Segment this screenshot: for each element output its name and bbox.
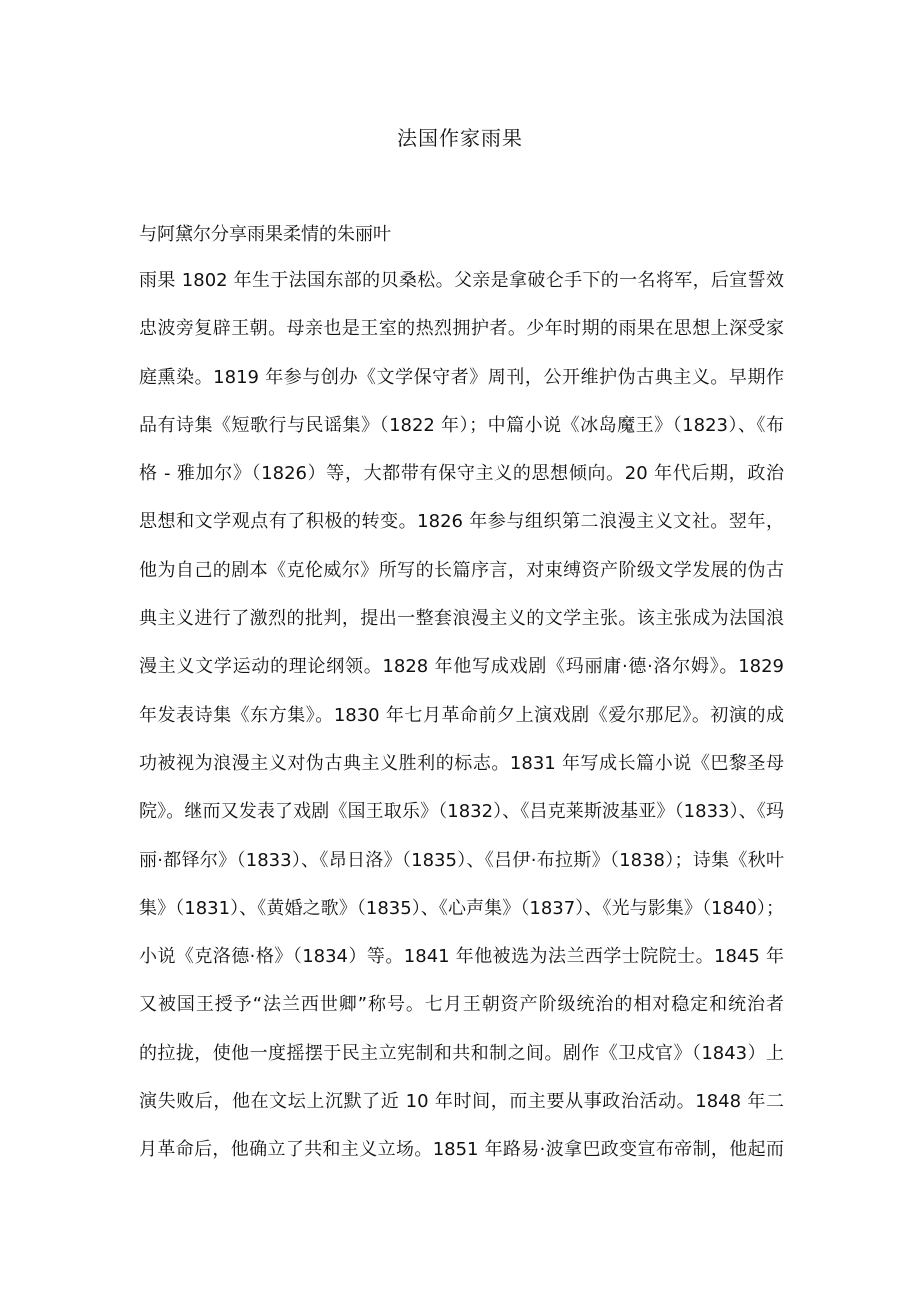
body-line: 雨果 1802 年生于法国东部的贝桑松。父亲是拿破仑手下的一名将军，后宣誓效	[139, 270, 784, 291]
body-line: 思想和文学观点有了积极的转变。1826 年参与组织第二浪漫主义文社。翌年，	[139, 511, 784, 533]
body-line: 年发表诗集《东方集》。1830 年七月革命前夕上演戏剧《爱尔那尼》。初演的成	[139, 704, 784, 726]
body-line: 演失败后，他在文坛上沉默了近 10 年时间，而主要从事政治活动。1848 年二	[139, 1091, 784, 1113]
body-line: 月革命后，他确立了共和主义立场。1851 年路易·波拿巴政变宣布帝制，他起而	[139, 1139, 784, 1161]
body-line: 又被国王授予“法兰西世卿”称号。七月王朝资产阶级统治的相对稳定和统治者	[139, 994, 784, 1016]
section-subtitle: 与阿黛尔分享雨果柔情的朱丽叶	[139, 224, 391, 245]
body-line: 的拉拢，使他一度摇摆于民主立宪制和共和制之间。剧作《卫戍官》（1843）上	[139, 1042, 784, 1064]
body-line: 忠波旁复辟王朝。母亲也是王室的热烈拥护者。少年时期的雨果在思想上深受家	[139, 318, 784, 340]
body-text	[139, 264, 784, 1182]
body-line: 小说《克洛德·格》（1834）等。1841 年他被选为法兰西学士院院士。1845 年	[139, 946, 784, 968]
body-line: 庭熏染。1819 年参与创办《文学保守者》周刊，公开维护伪古典主义。早期作	[139, 366, 784, 388]
body-line: 品有诗集《短歌行与民谣集》（1822 年）；中篇小说《冰岛魔王》（1823）、《布	[139, 414, 784, 436]
body-line: 格 - 雅加尔》（1826）等，大都带有保守主义的思想倾向。20 年代后期，政治	[139, 463, 784, 485]
body-line: 院》。继而又发表了戏剧《国王取乐》（1832）、《吕克莱斯波基亚》（1833）、《玛	[139, 801, 784, 823]
document-title: 法国作家雨果	[397, 126, 523, 150]
body-line: 漫主义文学运动的理论纲领。1828 年他写成戏剧《玛丽庸·德·洛尔姆》。1829	[139, 656, 784, 678]
body-line: 集》（1831）、《黄婚之歌》（1835）、《心声集》（1837）、《光与影集》（1840）；	[139, 897, 784, 919]
body-line: 功被视为浪漫主义对伪古典主义胜利的标志。1831 年写成长篇小说《巴黎圣母	[139, 752, 784, 774]
body-line: 丽·都铎尔》（1833）、《昂日洛》（1835）、《吕伊·布拉斯》（1838）；诗集《秋叶	[139, 849, 784, 871]
body-line: 他为自己的剧本《克伦威尔》所写的长篇序言，对束缚资产阶级文学发展的伪古	[139, 559, 784, 581]
body-line: 典主义进行了激烈的批判，提出一整套浪漫主义的文学主张。该主张成为法国浪	[139, 608, 784, 630]
